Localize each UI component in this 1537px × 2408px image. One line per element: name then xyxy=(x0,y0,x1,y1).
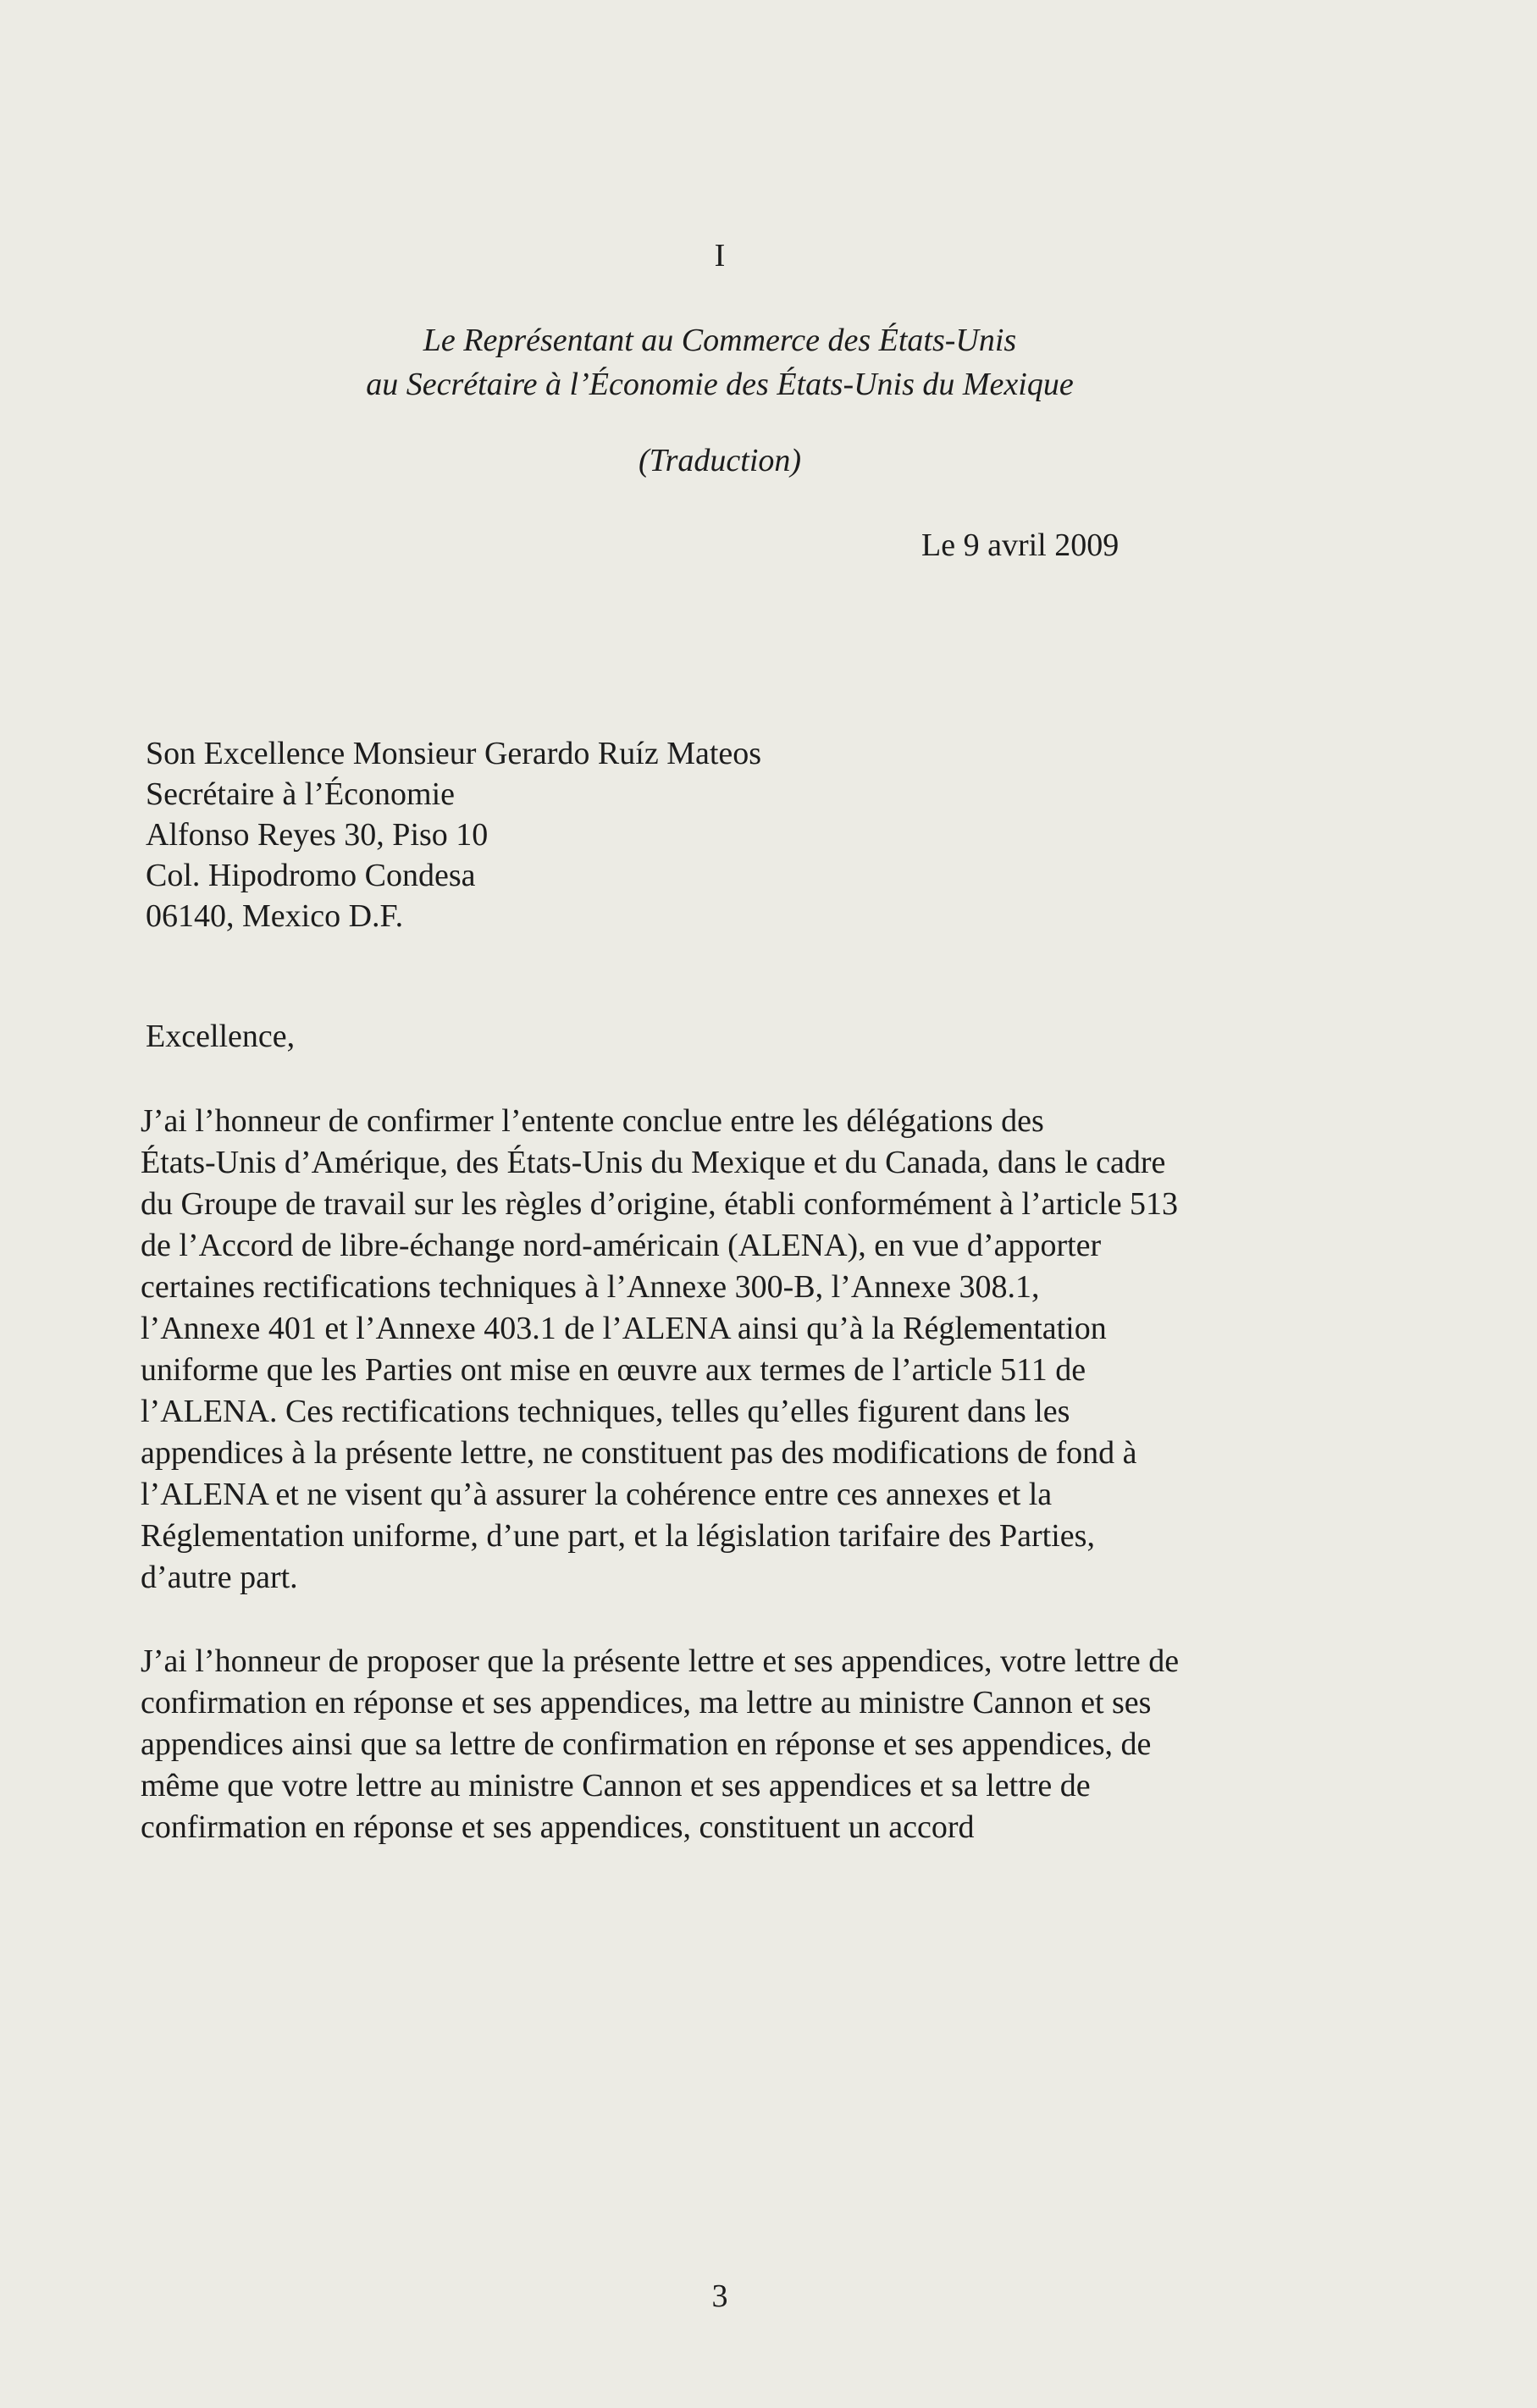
heading-line-2: au Secrétaire à l’Économie des États-Unis du Mexique xyxy=(366,367,1074,402)
letter-date: Le 9 avril 2009 xyxy=(921,527,1120,563)
paragraph-line: du Groupe de travail sur les règles d’origine, établi conformément à l’article 513 xyxy=(141,1186,1179,1222)
paragraph-line: J’ai l’honneur de confirmer l’entente conclue entre les délégations des xyxy=(141,1103,1044,1139)
paragraph-line: Réglementation uniforme, d’une part, et la législation tarifaire des Parties, xyxy=(141,1518,1095,1554)
paragraph-line: d’autre part. xyxy=(141,1560,298,1595)
paragraph-line: l’ALENA et ne visent qu’à assurer la cohérence entre ces annexes et la xyxy=(141,1477,1053,1512)
recipient-address xyxy=(146,733,761,936)
address-line: 06140, Mexico D.F. xyxy=(146,898,404,934)
paragraph-line: l’Annexe 401 et l’Annexe 403.1 de l’ALENA ainsi qu’à la Réglementation xyxy=(141,1311,1107,1346)
address-line: Son Excellence Monsieur Gerardo Ruíz Mateos xyxy=(146,736,762,771)
page-number: 3 xyxy=(711,2278,728,2314)
paragraph-line: uniforme que les Parties ont mise en œuvre aux termes de l’article 511 de xyxy=(141,1352,1086,1388)
paragraph-line: confirmation en réponse et ses appendices, ma lettre au ministre Cannon et ses xyxy=(141,1685,1152,1720)
paragraph-line: appendices ainsi que sa lettre de confirmation en réponse et ses appendices, de xyxy=(141,1726,1152,1762)
heading-line-1: Le Représentant au Commerce des États-Unis xyxy=(423,323,1017,358)
address-line: Alfonso Reyes 30, Piso 10 xyxy=(146,817,489,853)
paragraph-line: de l’Accord de libre-échange nord-américain (ALENA), en vue d’apporter xyxy=(141,1228,1102,1263)
paragraph-line: certaines rectifications techniques à l’Annexe 300-B, l’Annexe 308.1, xyxy=(141,1269,1040,1305)
address-line: Secrétaire à l’Économie xyxy=(146,776,456,812)
paragraph-line: J’ai l’honneur de proposer que la présente lettre et ses appendices, votre lettre de xyxy=(141,1643,1180,1679)
section-number: I xyxy=(714,238,726,273)
address-line: Col. Hipodromo Condesa xyxy=(146,858,476,893)
salutation: Excellence, xyxy=(146,1019,296,1054)
paragraph-line: confirmation en réponse et ses appendices, constituent un accord xyxy=(141,1809,975,1845)
paragraph-line: États-Unis d’Amérique, des États-Unis du Mexique et du Canada, dans le cadre xyxy=(141,1145,1166,1180)
paragraph-line: même que votre lettre au ministre Cannon et ses appendices et sa lettre de xyxy=(141,1768,1091,1803)
paragraph-line: appendices à la présente lettre, ne constituent pas des modifications de fond à xyxy=(141,1435,1137,1471)
translation-note: (Traduction) xyxy=(638,443,802,478)
paragraph-line: l’ALENA. Ces rectifications techniques, telles qu’elles figurent dans les xyxy=(141,1394,1070,1429)
body-paragraph-1 xyxy=(141,1101,1309,1599)
body-paragraph-2 xyxy=(141,1641,1309,1848)
